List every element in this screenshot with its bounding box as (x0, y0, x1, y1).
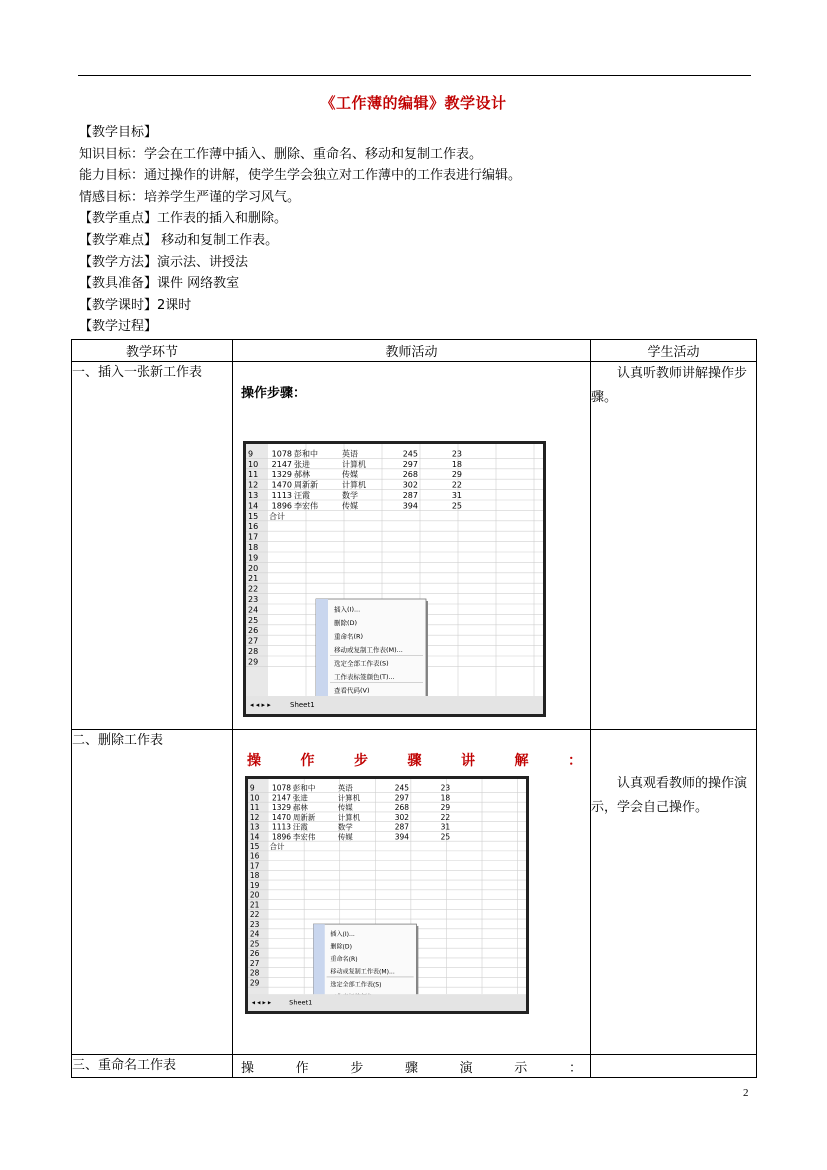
stage-cell: 二、删除工作表 (72, 730, 233, 1055)
text-line: 知识目标：学会在工作薄中插入、删除、重命名、移动和复制工作表。 (79, 146, 483, 162)
cell-id: 1078 (272, 783, 292, 793)
tab-nav-arrows: ◂ ◂ ▸ ▸ (251, 998, 272, 1007)
stage-cell: 三、重命名工作表 (72, 1055, 233, 1078)
text-line: 情感目标：培养学生严谨的学习风气。 (79, 189, 301, 205)
cell-subject: 计算机 (337, 812, 361, 822)
cell-score: 287 (394, 822, 409, 832)
row-number: 13 (248, 491, 259, 500)
row-number: 20 (248, 563, 259, 573)
cell-count: 25 (440, 832, 451, 842)
objectives-block (79, 122, 521, 338)
row-number: 29 (248, 657, 259, 667)
row-number: 9 (248, 449, 254, 459)
cell-score: 394 (394, 832, 409, 842)
cell-id: 1896 (272, 832, 292, 842)
menu-item: 移动或复制工作表(M)... (334, 646, 403, 654)
row-number: 21 (249, 900, 260, 910)
cell-count: 18 (451, 459, 462, 469)
row-number: 24 (248, 605, 259, 615)
row-number: 12 (248, 480, 259, 490)
text-line: 【教学过程】 (79, 319, 158, 335)
row-number: 18 (249, 871, 260, 881)
cell-count: 22 (440, 812, 451, 822)
cell-id: 合计 (269, 842, 285, 852)
cell-id: 1470 (271, 480, 292, 490)
menu-item: 工作表标签颜色(T)... (334, 673, 395, 681)
menu-item: 插入(I)... (334, 605, 361, 614)
cell-score: 287 (402, 491, 418, 500)
row-number: 17 (248, 532, 259, 542)
cell-id: 1329 (271, 470, 292, 480)
row-number: 11 (248, 470, 259, 480)
row-number: 12 (249, 812, 260, 822)
cell-count: 29 (440, 803, 451, 813)
header-stage: 教学环节 (72, 340, 233, 362)
table-header-row (72, 340, 757, 362)
row-number: 14 (249, 832, 260, 842)
row-number: 22 (249, 910, 260, 920)
cell-subject: 计算机 (337, 793, 361, 803)
cell-score: 268 (402, 470, 418, 480)
table-row (72, 730, 757, 1055)
cell-name: 汪霞 (294, 491, 310, 500)
row-number: 15 (249, 842, 260, 852)
cell-id: 1329 (272, 803, 292, 813)
process-table (71, 339, 757, 1078)
cell-subject: 英语 (342, 449, 358, 459)
cell-score: 302 (394, 812, 409, 822)
cell-score: 302 (402, 480, 418, 490)
step-char: 演 (459, 1061, 473, 1076)
text-line: 【教具准备】课件 网络教室 (79, 276, 240, 292)
header-student: 学生活动 (591, 340, 757, 362)
cell-subject: 英语 (337, 783, 353, 793)
steps-label-red (233, 730, 590, 770)
teacher-cell (233, 1055, 591, 1078)
menu-item: 删除(D) (334, 619, 358, 627)
sheet-tab: Sheet1 (290, 701, 315, 709)
screenshot-image (243, 441, 546, 717)
cell-count: 25 (451, 501, 462, 511)
menu-item: 查看代码(V) (334, 686, 370, 695)
cell-subject: 传媒 (342, 470, 358, 480)
cell-subject: 计算机 (342, 459, 366, 469)
text-line: 【教学方法】演示法、讲授法 (79, 254, 249, 270)
spreadsheet-illustration (248, 779, 526, 1011)
row-number: 10 (249, 793, 260, 803)
text-line: 【教学重点】工作表的插入和删除。 (79, 211, 288, 227)
cell-name: 李宏伟 (292, 832, 316, 842)
row-number: 26 (248, 626, 259, 636)
row-number: 16 (249, 851, 260, 861)
row-number: 28 (249, 968, 260, 978)
row-number: 20 (249, 890, 260, 900)
header-rule (78, 75, 751, 76)
cell-id: 2147 (271, 459, 292, 469)
tab-nav-arrows: ◂ ◂ ▸ ▸ (250, 701, 271, 709)
cell-count: 18 (440, 793, 451, 803)
cell-subject: 计算机 (342, 480, 366, 490)
step-char: ： (568, 753, 582, 769)
cell-id: 1113 (272, 822, 292, 832)
steps-label: 操作步骤： (241, 386, 307, 401)
menu-icon-strip (316, 599, 328, 700)
cell-count: 31 (451, 491, 462, 500)
row-number: 25 (248, 615, 259, 625)
steps-label (233, 1055, 590, 1076)
menu-item: 选定全部工作表(S) (334, 659, 389, 668)
text-line: 【教学目标】 (79, 125, 158, 140)
step-char: 作 (295, 1061, 309, 1076)
cell-score: 245 (394, 783, 409, 793)
row-number: 15 (248, 511, 259, 521)
cell-name: 汪霞 (292, 822, 308, 832)
teacher-cell (233, 730, 591, 1055)
cell-name: 彭和中 (292, 783, 316, 793)
cell-name: 周新新 (292, 812, 316, 822)
page-title: 《工作薄的编辑》教学设计 (320, 94, 507, 112)
cell-count: 23 (451, 449, 462, 459)
row-number: 22 (248, 584, 259, 594)
student-cell (591, 1055, 757, 1078)
menu-item: 选定全部工作表(S) (330, 981, 382, 989)
spreadsheet-illustration (246, 444, 543, 714)
teacher-cell (233, 362, 591, 730)
cell-subject: 数学 (337, 822, 353, 832)
cell-subject: 传媒 (337, 832, 353, 842)
row-number: 24 (249, 929, 260, 939)
cell-id: 1896 (271, 501, 292, 511)
cell-name: 周新新 (294, 480, 318, 490)
cell-count: 22 (451, 480, 462, 490)
row-number: 19 (248, 553, 259, 563)
cell-name: 张进 (292, 793, 308, 803)
step-char: 骤 (407, 753, 422, 769)
cell-id: 1113 (271, 491, 292, 500)
row-number: 13 (249, 822, 260, 832)
menu-item: 插入(I)... (330, 930, 355, 938)
student-cell: 认真听教师讲解操作步骤。 (591, 362, 757, 730)
menu-item: 删除(D) (330, 943, 352, 951)
menu-item: 移动或复制工作表(M)... (330, 968, 395, 976)
cell-count: 23 (440, 783, 451, 793)
cell-score: 245 (402, 449, 418, 459)
row-number: 25 (249, 939, 260, 949)
cell-score: 268 (394, 803, 409, 813)
cell-id: 1470 (272, 812, 292, 822)
cell-name: 郝林 (292, 803, 308, 813)
cell-subject: 传媒 (337, 803, 353, 813)
menu-item: 重命名(R) (330, 956, 358, 964)
cell-score: 394 (402, 501, 418, 511)
menu-item: 重命名(R) (334, 632, 364, 641)
row-number: 26 (249, 949, 260, 959)
row-number: 16 (248, 522, 259, 532)
step-char: 解 (514, 753, 529, 769)
step-char: 讲 (461, 753, 475, 769)
header-teacher: 教师活动 (233, 340, 591, 362)
row-number: 19 (249, 880, 260, 890)
table-row (72, 362, 757, 730)
step-char: 操 (247, 753, 261, 769)
row-number: 9 (249, 783, 255, 793)
student-cell: 认真观看教师的操作演示，学会自己操作。 (591, 730, 757, 1055)
cell-name: 郝林 (294, 470, 310, 480)
row-number: 29 (249, 978, 260, 988)
stage-cell: 一、插入一张新工作表 (72, 362, 233, 730)
row-number: 21 (248, 574, 259, 584)
text-line: 能力目标：通过操作的讲解，使学生学会独立对工作薄中的工作表进行编辑。 (79, 168, 522, 184)
cell-count: 31 (440, 822, 451, 832)
row-number: 27 (249, 958, 260, 968)
sheet-tab: Sheet1 (289, 998, 313, 1007)
text-line: 【教学课时】2课时 (79, 297, 192, 313)
row-number: 23 (249, 919, 260, 929)
cell-count: 29 (451, 470, 462, 480)
step-char: 作 (300, 753, 315, 769)
row-number: 28 (248, 647, 259, 656)
step-char: 操 (241, 1061, 255, 1076)
table-row (72, 1055, 757, 1078)
row-number: 11 (249, 803, 260, 813)
screenshot-image (245, 776, 529, 1014)
row-number: 27 (248, 636, 259, 646)
cell-id: 2147 (272, 793, 292, 803)
step-char: 步 (354, 753, 368, 769)
row-number: 14 (248, 501, 259, 511)
row-number: 10 (248, 459, 259, 469)
page-number: 2 (743, 1087, 749, 1099)
cell-name: 张进 (294, 459, 310, 469)
cell-id: 1078 (271, 449, 292, 459)
cell-name: 彭和中 (294, 449, 318, 459)
row-number: 17 (249, 861, 260, 871)
step-char: 步 (350, 1061, 364, 1076)
row-number: 23 (248, 595, 259, 604)
step-char: 骤 (404, 1061, 418, 1076)
step-char: ： (568, 1061, 582, 1076)
cell-score: 297 (402, 459, 418, 469)
cell-id: 合计 (269, 511, 285, 521)
cell-name: 李宏伟 (294, 501, 318, 511)
step-char: 示 (514, 1061, 528, 1076)
cell-score: 297 (394, 793, 409, 803)
cell-subject: 传媒 (342, 501, 358, 511)
text-line: 【教学难点】 移动和复制工作表。 (79, 232, 279, 248)
row-number: 18 (248, 543, 259, 552)
cell-subject: 数学 (342, 491, 358, 500)
